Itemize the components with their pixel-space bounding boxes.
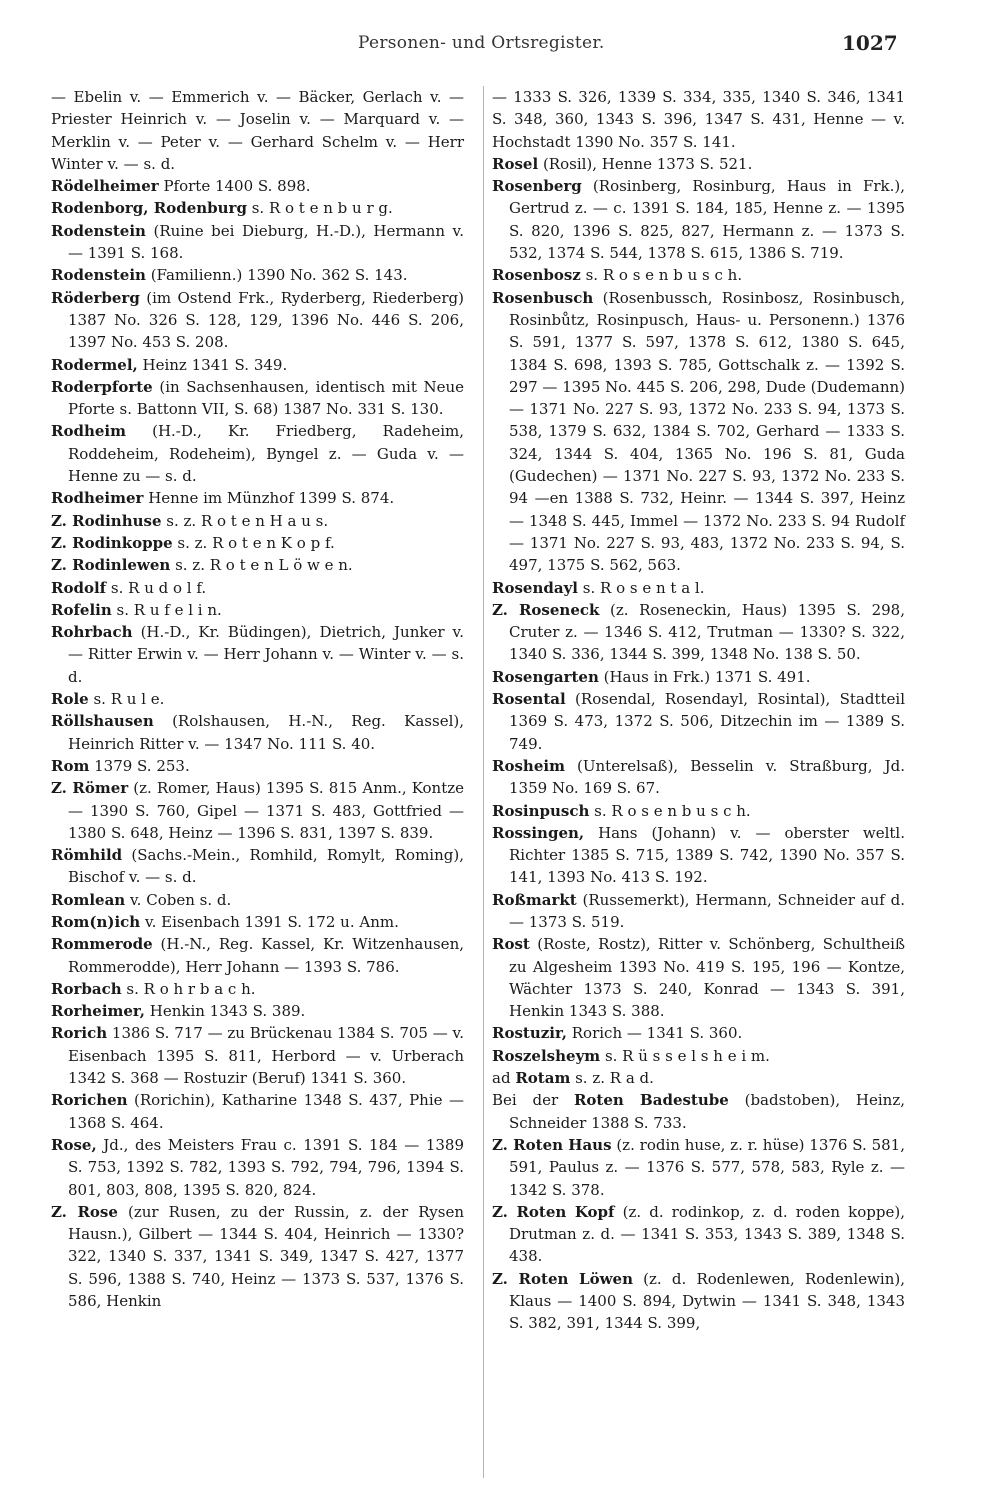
- index-entry: [51, 1134, 464, 1201]
- index-headword: Rommerode: [51, 935, 153, 954]
- index-entry-text: (Rolshausen, H.-N., Reg. Kassel), Heinrich Ritter v. — 1347 No. 111 S. 40.: [68, 712, 464, 753]
- index-headword: Rosenbusch: [492, 288, 594, 307]
- index-headword: Rosenberg: [492, 177, 582, 196]
- index-headword: Rödelheimer: [51, 177, 159, 196]
- index-entry: [51, 510, 464, 532]
- index-headword: Role: [51, 690, 89, 709]
- index-entry: [492, 599, 905, 666]
- index-entry: [51, 264, 464, 286]
- index-entry: [51, 287, 464, 354]
- index-headword: Rorbach: [51, 979, 122, 998]
- index-entry: [492, 800, 905, 822]
- index-headword: Roßmarkt: [492, 890, 577, 909]
- index-entry: [51, 777, 464, 844]
- index-entry: [51, 889, 464, 911]
- index-headword: Rose,: [51, 1135, 97, 1154]
- index-entry-text: (z. d. rodinkop, z. d. roden koppe), Drutman z. d. — 1341 S. 353, 1343 S. 389, 1348 S. 438.: [509, 1202, 906, 1266]
- index-headword: Rohrbach: [51, 623, 133, 642]
- page-number: 1027: [842, 31, 898, 55]
- index-entry: [492, 1134, 905, 1201]
- index-entry-text: (Roste, Rostz), Ritter v. Schönberg, Schultheiß zu Algesheim 1393 No. 419 S. 195, 196 — Kontze, Wächter 1373 S. 240, Konrad — 1343 S. 391, Henkin 1343 S. 388.: [509, 935, 905, 1021]
- index-entry-text: — Ebelin v. — Emmerich v. — Bäcker, Gerlach v. — Priester Heinrich v. — Joselin v. — Marquard v. — Merklin v. — Peter v. — Gerhard Schelm v. — Herr Winter v. — s. d.: [51, 88, 464, 173]
- index-headword: Z. Roten Kopf: [492, 1202, 615, 1221]
- index-headword: Roszelsheym: [492, 1046, 601, 1065]
- index-entry-text: (z. Romer, Haus) 1395 S. 815 Anm., Kontze — 1390 S. 760, Gipel — 1371 S. 483, Gottfried — 1380 S. 648, Heinz — 1396 S. 831, 1397 S. 839.: [68, 779, 464, 842]
- index-entry-text: s. R u l e.: [88, 690, 165, 709]
- index-headword: Rodenstein: [51, 266, 146, 285]
- index-entry-text: s. R o h r b a c h.: [121, 979, 256, 998]
- index-entry-text: s. R u f e l i n.: [111, 600, 222, 619]
- index-entry-text: (Rosil), Henne 1373 S. 521.: [538, 154, 753, 173]
- index-entry: Bei der Roten Badestube (badstoben), Heinz, Schneider 1388 S. 733.: [492, 1091, 905, 1132]
- index-entry-text: (z. d. Rodenlewen, Rodenlewin), Klaus — 1400 S. 894, Dytwin — 1341 S. 348, 1343 S. 382, 391, 1344 S. 399,: [509, 1269, 905, 1333]
- index-headword: Rodheimer: [51, 489, 144, 508]
- index-entry-text: (Haus in Frk.) 1371 S. 491.: [598, 667, 811, 686]
- index-headword: Rostuzir,: [492, 1024, 567, 1043]
- index-headword: Rosinpusch: [492, 801, 590, 820]
- index-column-right: [492, 86, 905, 1335]
- index-entry: [492, 577, 905, 599]
- index-entry: [492, 287, 905, 577]
- index-headword: Roten Badestube: [573, 1091, 729, 1110]
- index-headword: Rodenstein: [51, 221, 146, 240]
- index-entry: [51, 1000, 464, 1022]
- index-headword: Rom(n)ich: [51, 912, 141, 931]
- index-entry: [51, 599, 464, 621]
- index-headword: Z. Rodinkoppe: [51, 533, 173, 552]
- index-entry-text: Hans (Johann) v. — oberster weltl. Richter 1385 S. 715, 1389 S. 742, 1390 No. 357 S. 141, 1393 No. 413 S. 192.: [509, 823, 905, 887]
- index-entry: [51, 978, 464, 1000]
- index-entry: [51, 175, 464, 197]
- index-entry-text: (in Sachsenhausen, identisch mit Neue Pforte s. Battonn VII, S. 68) 1387 No. 331 S. 130.: [68, 377, 464, 419]
- index-headword: Roderpforte: [51, 377, 153, 396]
- index-entry-text: (z. Roseneckin, Haus) 1395 S. 298, Cruter z. — 1346 S. 412, Trutman — 1330? S. 322, 1340 S. 336, 1344 S. 399, 1348 No. 138 S. 50.: [509, 600, 905, 664]
- index-entry-text: s. z. R o t e n L ö w e n.: [170, 556, 353, 575]
- index-entry-text: Rorich — 1341 S. 360.: [567, 1024, 743, 1043]
- index-headword: Rosendayl: [492, 578, 578, 597]
- running-header-title: Personen- und Ortsregister.: [358, 33, 605, 53]
- index-entry: [492, 1045, 905, 1067]
- index-entry-text: (H.-D., Kr. Friedberg, Radeheim, Roddeheim, Rodeheim), Byngel z. — Guda v. — Henne zu — s. d.: [68, 422, 464, 486]
- index-entry: [51, 420, 464, 487]
- index-entry: [51, 532, 464, 554]
- index-entry-text: (Rosinberg, Rosinburg, Haus in Frk.), Gertrud z. — c. 1391 S. 184, 185, Henne z. — 1395 S. 820, 1396 S. 825, 827, Hermann z. — 1373 S. 532, 1374 S. 544, 1378 S. 615, 1386 S. 719.: [509, 177, 905, 263]
- index-headword: Rorich: [51, 1024, 108, 1043]
- index-headword: Z. Rose: [51, 1202, 118, 1221]
- index-entry: [492, 175, 905, 264]
- index-headword: Rosheim: [492, 756, 565, 775]
- index-entry-text: — 1333 S. 326, 1339 S. 334, 335, 1340 S. 346, 1341 S. 348, 360, 1343 S. 396, 1347 S. 431, Henne — v. Hochstadt 1390 No. 357 S. 141.: [492, 88, 905, 151]
- index-entry: [51, 86, 464, 175]
- index-headword: Römhild: [51, 846, 123, 865]
- index-entry-text: (H.-D., Kr. Büdingen), Dietrich, Junker v. — Ritter Erwin v. — Herr Johann v. — Winter v. — s. d.: [68, 623, 464, 686]
- index-entry-text: (Sachs.-Mein., Romhild, Romylt, Roming), Bischof v. — s. d.: [68, 846, 464, 887]
- index-entry: [51, 220, 464, 265]
- index-headword: Rodermel,: [51, 355, 138, 374]
- index-entry-text: v. Eisenbach 1391 S. 172 u. Anm.: [140, 912, 399, 931]
- index-entry: [51, 755, 464, 777]
- index-entry-text: (Ruine bei Dieburg, H.-D.), Hermann v. — 1391 S. 168.: [68, 221, 464, 263]
- index-entry: [51, 710, 464, 755]
- index-entry: [51, 554, 464, 576]
- index-entry-text: (Unterelsaß), Besselin v. Straßburg, Jd. 1359 No. 169 S. 67.: [509, 756, 905, 798]
- index-headword: Rorichen: [51, 1091, 128, 1110]
- index-entry: [492, 1201, 905, 1268]
- index-headword: Rom: [51, 756, 90, 775]
- index-headword: Rost: [492, 935, 530, 954]
- index-entry: [492, 86, 905, 153]
- index-entry: [492, 933, 905, 1022]
- index-entry-text: (H.-N., Reg. Kassel, Kr. Witzenhausen, Rommerodde), Herr Johann — 1393 S. 786.: [68, 935, 464, 976]
- index-entry: [492, 1268, 905, 1335]
- index-headword: Rosenbosz: [492, 266, 581, 285]
- index-entry-text: s. z. R o t e n H a u s.: [161, 511, 329, 530]
- index-headword: Z. Rodinlewen: [51, 556, 171, 575]
- index-headword: Z. Rodinhuse: [51, 511, 162, 530]
- column-divider: [483, 86, 484, 1478]
- index-headword: Rodenborg, Rodenburg: [51, 199, 247, 218]
- index-entry-text: 1379 S. 253.: [89, 756, 190, 775]
- index-headword: Rosel: [492, 154, 539, 173]
- index-entry: [51, 933, 464, 978]
- index-entry: [51, 1089, 464, 1134]
- index-entry-text: Pforte 1400 S. 898.: [158, 177, 311, 196]
- index-headword: Z. Römer: [51, 779, 129, 798]
- index-headword: Z. Roten Löwen: [492, 1269, 633, 1288]
- index-entry: [492, 889, 905, 934]
- index-entry-text: Heinz 1341 S. 349.: [137, 355, 288, 374]
- index-headword: Z. Roten Haus: [492, 1135, 612, 1154]
- index-headword: Rotam: [515, 1069, 571, 1088]
- index-entry-text: s. R o s e n b u s c h.: [580, 266, 743, 285]
- index-entry-text: Henkin 1343 S. 389.: [144, 1002, 306, 1021]
- index-entry: [492, 153, 905, 175]
- index-entry-text: (Familienn.) 1390 No. 362 S. 143.: [145, 266, 408, 285]
- index-entry-text: v. Coben s. d.: [125, 890, 232, 909]
- index-headword: Rorheimer,: [51, 1002, 145, 1021]
- index-entry: [492, 1022, 905, 1044]
- index-entry: [51, 844, 464, 889]
- index-entry-text: s. R o s e n b u s c h.: [589, 801, 751, 820]
- index-entry: [492, 822, 905, 889]
- index-entry: [51, 621, 464, 688]
- index-headword: Rosental: [492, 690, 566, 709]
- index-entry-text: (Russemerkt), Hermann, Schneider auf d. — 1373 S. 519.: [509, 890, 905, 931]
- index-headword: Rofelin: [51, 600, 112, 619]
- index-entry-text: s. R o t e n b u r g.: [246, 199, 393, 218]
- index-entry-text: Jd., des Meisters Frau c. 1391 S. 184 — 1389 S. 753, 1392 S. 782, 1393 S. 792, 794, 796, 1394 S. 801, 803, 808, 1395 S. 820, 824.: [68, 1135, 464, 1199]
- index-entry-text: s. R u d o l f.: [106, 578, 207, 597]
- index-entry: ad Rotam s. z. R a d.: [492, 1069, 654, 1088]
- index-entry-text: (Rorichin), Katharine 1348 S. 437, Phie — 1368 S. 464.: [68, 1091, 464, 1132]
- index-entry: [51, 376, 464, 421]
- index-entry-text: s. R ü s s e l s h e i m.: [600, 1046, 770, 1065]
- index-entry: [51, 354, 464, 376]
- index-headword: Romlean: [51, 890, 126, 909]
- index-entry: [492, 688, 905, 755]
- index-entry-text: (badstoben), Heinz, Schneider 1388 S. 733.: [509, 1091, 905, 1132]
- index-entry: [51, 688, 464, 710]
- index-entry-text: s. R o s e n t a l.: [578, 578, 705, 597]
- index-headword: Rosengarten: [492, 667, 599, 686]
- index-entry-text: s. z. R a d.: [570, 1069, 654, 1088]
- index-entry-text: 1386 S. 717 — zu Brückenau 1384 S. 705 — v. Eisenbach 1395 S. 811, Herbord — v. Urberach 1342 S. 368 — Rostuzir (Beruf) 1341 S. 360.: [68, 1024, 464, 1088]
- index-entry: [492, 264, 905, 286]
- index-entry: [51, 1022, 464, 1089]
- index-entry-text: (z. rodin huse, z. r. hüse) 1376 S. 581, 591, Paulus z. — 1376 S. 577, 578, 583, Ryle z. — 1342 S. 378.: [509, 1135, 905, 1199]
- index-headword: Röllshausen: [51, 712, 154, 731]
- index-entry: [51, 577, 464, 599]
- index-entry-text: (Rosendal, Rosendayl, Rosintal), Stadtteil 1369 S. 473, 1372 S. 506, Ditzechin im — 1389 S. 749.: [509, 690, 905, 753]
- index-entry-text: (zur Rusen, zu der Russin, z. der Rysen Hausn.), Gilbert — 1344 S. 404, Heinrich — 1330? 322, 1340 S. 337, 1341 S. 349, 1347 S. 427, 1377 S. 596, 1388 S. 740, Heinz — 1373 S. 537, 1376 S. 586, Henkin: [68, 1202, 465, 1311]
- index-entry: [51, 197, 464, 219]
- index-headword: Rossingen,: [492, 823, 585, 842]
- index-entry: [51, 911, 464, 933]
- index-entry: [492, 666, 905, 688]
- index-entry-text: Henne im Münzhof 1399 S. 874.: [143, 489, 395, 508]
- index-headword: Rodolf: [51, 578, 107, 597]
- index-entry-text: s. z. R o t e n K o p f.: [172, 533, 335, 552]
- index-headword: Röderberg: [51, 288, 140, 307]
- index-entry: [51, 1201, 464, 1312]
- index-entry: [492, 755, 905, 800]
- index-headword: Z. Roseneck: [492, 600, 600, 619]
- index-headword: Rodheim: [51, 422, 126, 441]
- index-column-left: [51, 86, 464, 1312]
- index-entry-text: (Rosenbussch, Rosinbosz, Rosinbusch, Rosinbůtz, Rosinpusch, Haus- u. Personenn.) 1376 S. 591, 1377 S. 597, 1378 S. 612, 1380 S. 645, 1384 S. 698, 1393 S. 785, Gottschalk z. — 1392 S. 297 — 1395 No. 445 S. 206, 298, Dude (Dudemann) — 1371 No. 227 S. 93, 1372 No. 233 S. 94, 1373 S. 538, 1379 S. 632, 1384 S. 702, Gerhard — 1333 S. 324, 1344 S. 404, 1365 No. 196 S. 81, Guda (Gudechen) — 1371 No. 227 S. 93, 1372 No. 233 S. 94 —en 1388 S. 732, Heinr. — 1344 S. 397, Heinz — 1348 S. 445, Immel — 1372 No. 233 S. 94 Rudolf — 1371 No. 227 S. 93, 483, 1372 No. 233 S. 94, S. 497, 1375 S. 562, 563.: [509, 288, 905, 575]
- index-entry-text: (im Ostend Frk., Ryderberg, Riederberg) 1387 No. 326 S. 128, 129, 1396 No. 446 S. 206, 1397 No. 453 S. 208.: [68, 288, 464, 352]
- index-entry: [51, 487, 464, 509]
